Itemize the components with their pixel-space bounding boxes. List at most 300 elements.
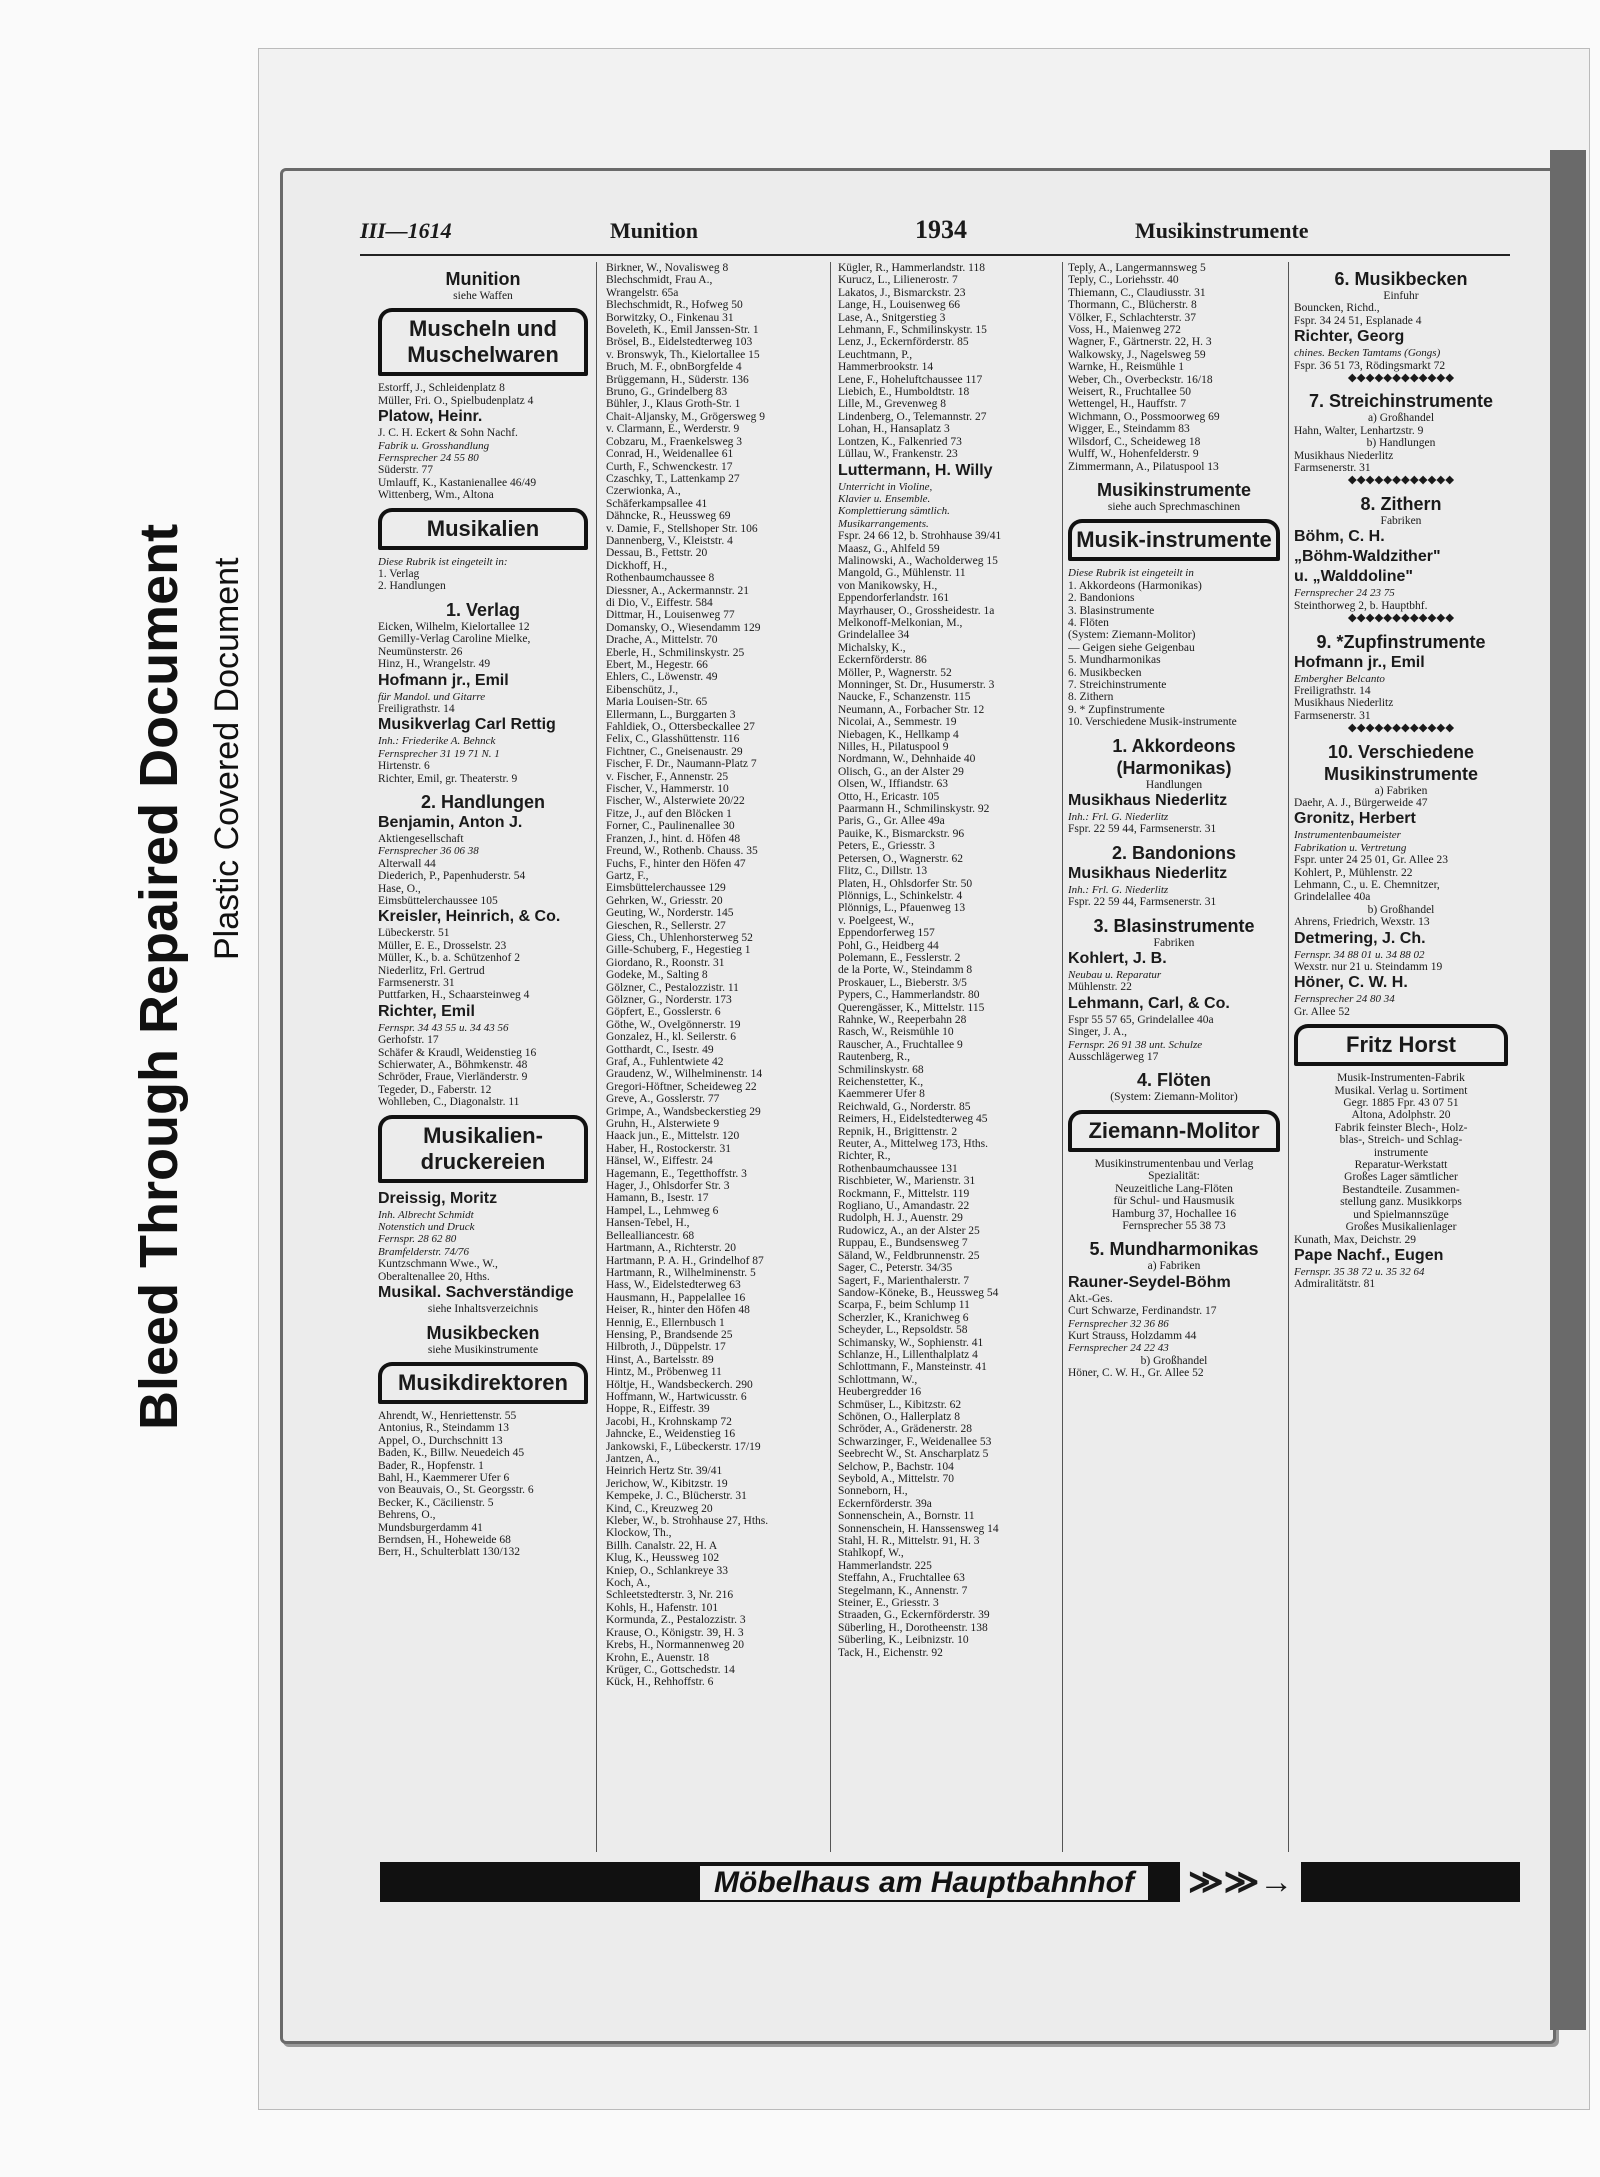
directory-entry: Pypers, C., Hammerlandstr. 80: [838, 989, 980, 1002]
directory-entry: Lehmann, F., Schmilinskystr. 15: [838, 324, 987, 337]
directory-entry: Zimmermann, A., Pilatuspool 13: [1068, 460, 1219, 473]
directory-entry: Scarpa, F., beim Schlump 11: [838, 1299, 970, 1312]
directory-entry: Inh.: Friederike A. Behnck: [378, 735, 496, 748]
directory-entry: Diessner, A., Ackermannstr. 21: [606, 584, 749, 597]
directory-entry: Peters, E., Griesstr. 3: [838, 840, 935, 853]
directory-entry: Rudolph, H. J., Auenstr. 29: [838, 1212, 963, 1225]
directory-entry: Bahl, H., Kaemmerer Ufer 6: [378, 1471, 510, 1484]
directory-entry: Stegelmann, K., Annenstr. 7: [838, 1584, 968, 1597]
bleed-edge: [1550, 150, 1586, 2030]
directory-entry: 2. Handlungen: [378, 580, 446, 593]
directory-entry: Felix, C., Glasshüttenstr. 116: [606, 733, 740, 746]
directory-entry: Kleber, W., b. Strohhause 27, Hths.: [606, 1515, 769, 1528]
directory-entry: Instrumentenbaumeister: [1294, 829, 1401, 842]
directory-entry: Fabrikation u. Vertretung: [1294, 841, 1407, 854]
directory-entry: Hansen-Tebel, H.,: [606, 1217, 690, 1230]
directory-entry: Scherzler, K., Kranichweg 6: [838, 1311, 969, 1324]
directory-entry: Forner, C., Paulinenallee 30: [606, 820, 735, 833]
directory-entry: Inh.: Frl. G. Niederlitz: [1068, 811, 1169, 823]
section-heading: 7. Streichinstrumente: [1308, 391, 1494, 412]
directory-entry: Süberling, K., Leibnizstr. 10: [838, 1634, 969, 1647]
directory-entry: Süderstr. 77: [378, 464, 433, 477]
directory-entry: und Spielmannszüge: [1353, 1208, 1449, 1221]
directory-entry: Bruch, M. F., obnBorgfelde 4: [606, 361, 742, 374]
directory-entry: Gartz, F.,: [606, 869, 649, 882]
directory-entry: Schlottmann, W.,: [838, 1373, 918, 1386]
directory-entry: Fichtner, C., Gneisenaustr. 29: [606, 745, 743, 758]
directory-entry: Curth, F., Schwenckestr. 17: [606, 460, 733, 473]
directory-entry: Gegr. 1885 Fpr. 43 07 51: [1343, 1097, 1459, 1110]
column-1: [378, 262, 588, 1852]
section-heading: 8. Zithern: [1360, 493, 1442, 514]
directory-entry: Conrad, H., Weidenallee 61: [606, 448, 734, 461]
directory-entry: Seebrecht W., St. Anscharplatz 5: [838, 1448, 989, 1461]
directory-entry: Gronitz, Herbert: [1294, 810, 1416, 828]
directory-entry: Malinowski, A., Wacholderweg 15: [838, 554, 998, 567]
directory-entry: Wagner, F., Gärtnerstr. 22, H. 3: [1068, 336, 1212, 349]
directory-entry: Hennig, E., Ellernbusch 1: [606, 1316, 725, 1329]
directory-entry: Schimansky, W., Sophienstr. 41: [838, 1336, 984, 1349]
directory-entry: 6. Musikbecken: [1068, 666, 1142, 679]
directory-entry: Fernsprecher 32 36 86: [1068, 1317, 1169, 1330]
directory-entry: Oberaltenallee 20, Hths.: [378, 1270, 490, 1283]
directory-entry: Rudowicz, A., an der Alster 25: [838, 1224, 980, 1237]
column-3: [838, 262, 1056, 1852]
directory-entry: Säland, W., Feldbrunnenstr. 25: [838, 1249, 980, 1262]
directory-entry: Ahrens, Friedrich, Wexstr. 13: [1294, 916, 1430, 929]
directory-entry: „Böhm-Waldzither": [1294, 548, 1441, 566]
directory-entry: Drache, A., Mittelstr. 70: [606, 634, 718, 647]
directory-entry: 7. Streichinstrumente: [1068, 678, 1167, 691]
directory-entry: Giess, Ch., Uhlenhorsterweg 52: [606, 931, 753, 944]
directory-entry: Czaschky, T., Lattenkamp 27: [606, 472, 740, 485]
directory-entry: Voss, H., Maienweg 272: [1068, 324, 1181, 337]
directory-entry: J. C. H. Eckert & Sohn Nachf.: [378, 427, 518, 440]
directory-entry: Dannenberg, V., Kleiststr. 4: [606, 534, 733, 547]
directory-entry: Musikverlag Carl Rettig: [378, 716, 556, 734]
directory-entry: Heinrich Hertz Str. 39/41: [606, 1465, 723, 1478]
directory-entry: Hartmann, P. A. H., Grindelhof 87: [606, 1254, 764, 1267]
directory-entry: Sonnenschein, H. Hanssensweg 14: [838, 1522, 999, 1535]
directory-entry: Gölzner, G., Norderstr. 173: [606, 993, 732, 1006]
section-box-heading: Muscheln und Muschelwaren: [378, 308, 588, 376]
directory-entry: Hinst, A., Bartelsstr. 89: [606, 1353, 714, 1366]
directory-entry: Fischer, V., Hammerstr. 10: [606, 783, 729, 796]
directory-entry: Borwitzky, O., Finkenau 31: [606, 311, 734, 324]
directory-entry: Hirtenstr. 6: [378, 760, 430, 773]
directory-entry: Wichmann, O., Possmoorweg 69: [1068, 410, 1220, 423]
directory-entry: Fernspr. 34 43 55 u. 34 43 56: [378, 1021, 509, 1034]
directory-entry: Kunath, Max, Deichstr. 29: [1294, 1233, 1417, 1246]
directory-entry: Hausmann, H., Pappelallee 16: [606, 1291, 746, 1304]
directory-entry: Schierwater, A., Böhmkenstr. 48: [378, 1059, 528, 1072]
directory-entry: Pohl, G., Heidberg 44: [838, 939, 939, 952]
directory-entry: Völker, F., Schlachterstr. 37: [1068, 311, 1196, 324]
directory-entry: Hilbroth, J., Düppelstr. 17: [606, 1341, 726, 1354]
directory-entry: Hass, W., Eidelstedterweg 63: [606, 1279, 741, 1292]
directory-entry: Fernsprecher 55 38 73: [1122, 1219, 1226, 1232]
directory-entry: Möller, P., Wagnerstr. 52: [838, 666, 952, 679]
directory-entry: Reichenstetter, K.,: [838, 1076, 924, 1088]
directory-entry: Musikarrangements.: [838, 517, 929, 530]
directory-entry: 4. Flöten: [1068, 616, 1109, 629]
directory-entry: Wexstr. nur 21 u. Steindamm 19: [1294, 961, 1443, 973]
directory-entry: Neuzeitliche Lang-Flöten: [1115, 1182, 1233, 1195]
directory-entry: Reimers, H., Eidelstedterweg 45: [838, 1113, 988, 1126]
directory-entry: Repnik, H., Brigittenstr. 2: [838, 1125, 958, 1138]
directory-entry: Domansky, O., Wiesendamm 129: [606, 621, 761, 634]
directory-entry: Lenz, J., Eckernförderstr. 85: [838, 336, 969, 349]
directory-entry: Pape Nachf., Eugen: [1294, 1246, 1444, 1264]
directory-entry: siehe Waffen: [453, 290, 513, 302]
directory-entry: Klavier u. Ensemble.: [838, 492, 931, 505]
directory-entry: Baden, K., Billw. Neuedeich 45: [378, 1447, 525, 1460]
directory-entry: Nicolai, A., Semmestr. 19: [838, 716, 957, 729]
directory-entry: Wilsdorf, C., Scheideweg 18: [1068, 435, 1201, 448]
directory-entry: Sandow-Köneke, B., Heussweg 54: [838, 1286, 999, 1299]
section-box-heading: Musikdirektoren: [378, 1362, 588, 1404]
directory-entry: Becker, K., Cäcilienstr. 5: [378, 1496, 494, 1509]
directory-entry: Musikinstrumentenbau und Verlag: [1094, 1157, 1254, 1170]
directory-entry: siehe Musikinstrumente: [427, 1343, 539, 1356]
header-year: 1934: [915, 215, 967, 244]
directory-entry: Rischbieter, W., Marienstr. 31: [838, 1175, 976, 1188]
directory-entry: Fernspr. 35 38 72 u. 35 32 64: [1294, 1265, 1425, 1278]
directory-entry: Querengässer, K., Mittelstr. 115: [838, 1001, 985, 1014]
directory-entry: Heubergredder 16: [838, 1386, 922, 1399]
directory-entry: (System: Ziemann-Molitor): [1110, 1091, 1238, 1104]
directory-entry: Eppendorferlandstr. 161: [838, 592, 950, 605]
column-4: [1068, 262, 1280, 1852]
directory-entry: Kaemmerer Ufer 8: [838, 1088, 925, 1101]
directory-entry: v. Damie, F., Stellshoper Str. 106: [606, 522, 758, 535]
directory-entry: Fabrik u. Grosshandlung: [378, 439, 490, 452]
directory-entry: Jahncke, E., Weidenstieg 16: [606, 1428, 736, 1441]
directory-entry: Großes Lager sämtlicher: [1344, 1171, 1458, 1184]
section-heading: 2. Handlungen: [420, 791, 545, 812]
directory-entry: 3. Blasinstrumente: [1068, 604, 1155, 617]
directory-entry: Dreissig, Moritz: [378, 1189, 498, 1207]
directory-entry: Rockmann, F., Mittelstr. 119: [838, 1187, 970, 1200]
directory-entry: Mühlenstr. 22: [1068, 981, 1132, 994]
directory-entry: Rothenbaumchaussee 131: [838, 1162, 958, 1175]
directory-entry: blas-, Streich- und Schlag-: [1339, 1134, 1463, 1147]
directory-entry: 10. Verschiedene Musik-instrumente: [1068, 716, 1237, 729]
directory-entry: Proskauer, L., Bieberstr. 3/5: [838, 976, 967, 989]
directory-entry: ◆◆◆◆◆◆◆◆◆◆◆◆: [1347, 372, 1455, 385]
directory-entry: Hammerlandstr. 225: [838, 1559, 932, 1572]
directory-entry: Rauner-Seydel-Böhm: [1068, 1273, 1231, 1291]
directory-entry: Farmsenerstr. 31: [1294, 462, 1371, 475]
directory-entry: Seybold, A., Mittelstr. 70: [838, 1473, 954, 1485]
directory-entry: Umlauff, K., Kastanienallee 46/49: [378, 476, 537, 489]
directory-entry: Fernsprecher 31 19 71 N. 1: [378, 747, 500, 760]
directory-entry: Hinz, H., Wrangelstr. 49: [378, 658, 491, 671]
directory-entry: Reichwald, G., Norderstr. 85: [838, 1100, 971, 1113]
directory-entry: Polemann, E., Fesslerstr. 2: [838, 951, 961, 964]
directory-entry: Dittmar, H., Louisenweg 77: [606, 609, 735, 622]
directory-entry: Grindelallee 40a: [1294, 891, 1371, 904]
directory-entry: Ruppau, E., Bundsensweg 7: [838, 1237, 968, 1250]
directory-entry: Hintz, M., Pröbenweg 11: [606, 1366, 722, 1379]
section-heading: 2. Bandonions: [1111, 842, 1236, 863]
directory-entry: Mundsburgerdamm 41: [378, 1521, 483, 1534]
directory-entry: Niederlitz, Frl. Gertrud: [378, 964, 485, 977]
directory-entry: Müller, Fri. O., Spielbudenplatz 4: [378, 394, 534, 407]
directory-entry: Kormunda, Z., Pestalozzistr. 3: [606, 1614, 746, 1627]
directory-entry: Jantzen, A.,: [606, 1453, 660, 1465]
directory-entry: Rauscher, A., Fruchtallee 9: [838, 1038, 963, 1051]
directory-entry: ◆◆◆◆◆◆◆◆◆◆◆◆: [1347, 722, 1455, 735]
directory-entry: Schlanze, H., Lillenthalplatz 4: [838, 1348, 978, 1361]
directory-entry: Göthe, W., Ovelgönnerstr. 19: [606, 1018, 741, 1031]
directory-entry: Olisch, G., an der Alster 29: [838, 765, 964, 778]
directory-entry: Fernsprecher 24 55 80: [378, 452, 479, 465]
directory-entry: Höner, C. W. H.: [1294, 974, 1408, 992]
directory-entry: Fernsprecher 24 22 43: [1068, 1342, 1169, 1355]
column-2: [606, 262, 824, 1852]
directory-entry: Musikhaus Niederlitz: [1294, 697, 1394, 710]
directory-entry: instrumente: [1373, 1146, 1429, 1159]
directory-entry: Fabriken: [1380, 514, 1422, 527]
directory-entry: 8. Zithern: [1068, 691, 1114, 704]
directory-entry: u. „Walddoline": [1294, 568, 1413, 586]
directory-entry: Pauike, K., Bismarckstr. 96: [838, 827, 965, 840]
directory-entry: Lase, A., Snitgerstieg 3: [838, 311, 946, 324]
directory-entry: a) Großhandel: [1367, 412, 1435, 425]
directory-entry: Rahnke, W., Reeperbahn 28: [838, 1013, 967, 1026]
directory-entry: Hase, O.,: [378, 882, 421, 895]
header-right-title: Musikinstrumente: [1135, 218, 1309, 243]
column-5: [1294, 262, 1508, 1852]
directory-entry: Gonzalez, H., kl. Seilerstr. 6: [606, 1031, 736, 1044]
directory-entry: Krebs, H., Normannenweg 20: [606, 1639, 744, 1652]
directory-entry: Fischer, W., Alsterwiete 20/22: [606, 795, 745, 808]
page-header: [360, 215, 1320, 246]
directory-entry: Alterwall 44: [378, 857, 436, 870]
directory-entry: Paris, G., Gr. Allee 49a: [838, 815, 945, 828]
footer-arrow: ≫≫→: [1180, 1862, 1301, 1902]
directory-entry: Schröder, A., Grädenerstr. 28: [838, 1423, 972, 1436]
directory-entry: Heiser, R., hinter den Höfen 48: [606, 1304, 750, 1317]
directory-entry: Musik-Instrumenten-Fabrik: [1337, 1072, 1465, 1085]
directory-entry: b) Handlungen: [1366, 437, 1436, 450]
directory-entry: Altona, Adolphstr. 20: [1351, 1109, 1451, 1122]
directory-entry: Schwarzinger, F., Weidenallee 53: [838, 1435, 992, 1448]
directory-entry: Höner, C. W. H., Gr. Allee 52: [1068, 1367, 1204, 1380]
section-box-heading: Fritz Horst: [1294, 1024, 1508, 1066]
directory-entry: Sagert, F., Marienthalerstr. 7: [838, 1274, 969, 1287]
directory-entry: Lüllau, W., Frankenstr. 23: [838, 448, 958, 461]
directory-entry: Melkonoff-Melkonian, M.,: [838, 616, 963, 629]
directory-entry: Fspr. 36 51 73, Rödingsmarkt 72: [1294, 359, 1446, 372]
directory-entry: chines. Becken Tamtams (Gongs): [1294, 347, 1441, 360]
directory-entry: Neumann, A., Forbacher Str. 12: [838, 703, 985, 716]
directory-entry: ◆◆◆◆◆◆◆◆◆◆◆◆: [1347, 612, 1455, 625]
column-separator: [830, 262, 831, 1852]
directory-entry: Krüger, C., Gottschedstr. 14: [606, 1663, 735, 1676]
directory-entry: für Mandol. und Gitarre: [378, 690, 486, 703]
directory-entry: Freund, W., Rothenb. Chauss. 35: [606, 845, 758, 858]
directory-entry: Brüggemann, H., Süderstr. 136: [606, 373, 749, 386]
directory-entry: Eibenschütz, J.,: [606, 683, 679, 696]
directory-entry: di Dio, V., Eiffestr. 584: [606, 596, 713, 609]
section-heading: 9. *Zupfinstrumente: [1316, 631, 1486, 652]
directory-entry: Fernsprecher 24 80 34: [1294, 993, 1395, 1006]
directory-entry: Fischer, F. Dr., Naumann-Platz 7: [606, 758, 757, 771]
section-heading: 5. Mundharmonikas: [1089, 1239, 1259, 1260]
directory-entry: Kuntzschmann Wwe., W.,: [378, 1258, 498, 1271]
directory-entry: Bouncken, Richd.,: [1294, 302, 1380, 315]
directory-entry: Höltje, H., Wandsbeckerch. 290: [606, 1378, 753, 1391]
directory-entry: Haack jun., E., Mittelstr. 120: [606, 1130, 740, 1143]
section-heading: 6. Musikbecken: [1334, 269, 1468, 289]
directory-entry: Komplettierung sämtlich.: [838, 505, 950, 518]
directory-entry: Fernspr. 28 62 80: [378, 1233, 457, 1246]
directory-entry: Gregori-Höftner, Scheideweg 22: [606, 1080, 757, 1093]
directory-entry: Großes Musikalienlager: [1345, 1221, 1457, 1234]
directory-entry: Wohlleben, C., Diagonalstr. 11: [378, 1096, 520, 1109]
directory-entry: Dähncke, R., Heussweg 69: [606, 510, 731, 523]
directory-entry: Richter, Emil: [378, 1002, 475, 1020]
directory-entry: Schäfer & Kraudl, Weidenstieg 16: [378, 1046, 537, 1059]
directory-entry: Estorff, J., Schleidenplatz 8: [378, 382, 505, 395]
directory-entry: Sager, C., Peterstr. 34/35: [838, 1262, 953, 1275]
directory-entry: Billh. Canalstr. 22, H. A: [606, 1539, 718, 1552]
directory-entry: Wulff, W., Hohenfelderstr. 9: [1068, 448, 1199, 461]
section-heading: Musikbecken: [426, 1322, 540, 1343]
directory-entry: Liebich, E., Humboldtstr. 18: [838, 386, 970, 399]
directory-entry: Fernsprecher 24 23 75: [1294, 587, 1395, 600]
directory-entry: Sonneborn, H.,: [838, 1485, 908, 1498]
directory-entry: Hammerbrookstr. 14: [838, 361, 934, 374]
directory-entry: Plönnigs, L., Pfauenweg 13: [838, 902, 966, 915]
directory-entry: Notenstich und Druck: [378, 1221, 475, 1234]
footer-banner: Möbelhaus am Hauptbahnhof: [700, 1866, 1148, 1900]
directory-entry: Fspr. 24 66 12, b. Strohhause 39/41: [838, 530, 1002, 543]
header-left-title: Munition: [610, 218, 699, 243]
directory-entry: b) Großhandel: [1367, 903, 1435, 916]
directory-entry: Platow, Heinr.: [378, 408, 483, 426]
directory-entry: Freiligrathstr. 14: [378, 702, 455, 715]
directory-entry: Ehlers, C., Löwenstr. 49: [606, 671, 718, 684]
section-heading: 4. Flöten: [1136, 1070, 1211, 1091]
directory-entry: Eimsbüttelerchaussee 105: [378, 894, 498, 907]
directory-entry: Gemilly-Verlag Caroline Mielke,: [378, 633, 531, 646]
directory-entry: Richter, Emil, gr. Theaterstr. 9: [378, 772, 518, 785]
directory-entry: von Beauvais, O., St. Georgsstr. 6: [378, 1484, 534, 1497]
directory-entry: (System: Ziemann-Molitor): [1068, 629, 1196, 642]
directory-entry: Bader, R., Hopfenstr. 1: [378, 1459, 484, 1472]
directory-entry: Kurucz, L., Lilienerostr. 7: [838, 274, 958, 287]
directory-entry: Luttermann, H. Willy: [838, 461, 993, 479]
directory-entry: Gieschen, R., Sellerstr. 27: [606, 919, 726, 932]
directory-entry: Spezialität:: [1148, 1170, 1200, 1183]
directory-entry: Paarmann H., Schmilinskystr. 92: [838, 803, 990, 816]
directory-entry: Mangold, G., Mühlenstr. 11: [838, 567, 966, 580]
directory-entry: Detmering, J. Ch.: [1294, 929, 1426, 947]
directory-entry: Musikhaus Niederlitz: [1294, 449, 1394, 462]
directory-entry: Musikhaus Niederlitz: [1068, 792, 1228, 809]
directory-entry: Nordmann, W., Dehnhaide 40: [838, 753, 976, 766]
directory-entry: Olsen, W., Iffiandstr. 63: [838, 778, 948, 791]
section-box-heading: Musik-instrumente: [1068, 519, 1280, 561]
directory-entry: Lille, M., Grevenweg 8: [838, 398, 946, 411]
directory-entry: Plönnigs, L., Schinkelstr. 4: [838, 889, 963, 902]
directory-entry: Lontzen, K., Falkenried 73: [838, 435, 962, 448]
directory-entry: Farmsenerstr. 31: [378, 977, 455, 989]
directory-entry: Fitze, J., auf den Blöcken 1: [606, 807, 732, 820]
directory-entry: Czerwionka, A.,: [606, 485, 681, 498]
directory-entry: Inh.: Frl. G. Niederlitz: [1068, 883, 1169, 896]
directory-entry: b) Großhandel: [1140, 1354, 1208, 1367]
directory-entry: Mayrhauser, O., Grossheidestr. 1a: [838, 604, 995, 617]
directory-entry: Fabriken: [1153, 936, 1195, 949]
directory-entry: Gölzner, C., Pestalozzistr. 11: [606, 981, 739, 994]
directory-entry: Hagemann, E., Tegetthoffstr. 3: [606, 1167, 747, 1180]
directory-entry: Singer, J. A.,: [1068, 1026, 1127, 1039]
directory-entry: Teply, C., Loriehsstr. 40: [1068, 274, 1179, 287]
directory-entry: Blechschmidt, R., Hofweg 50: [606, 299, 743, 312]
directory-entry: Gr. Allee 52: [1294, 1005, 1350, 1018]
directory-entry: Blechschmidt, Frau A.,: [606, 274, 713, 287]
directory-entry: Daehr, A. J., Bürgerweide 47: [1294, 796, 1428, 809]
directory-entry: Bestandteile. Zusammen-: [1342, 1183, 1460, 1196]
directory-entry: Hoffmann, W., Hartwicusstr. 6: [606, 1390, 747, 1403]
directory-entry: Leuchtmann, P.,: [838, 348, 913, 361]
directory-entry: Einfuhr: [1383, 290, 1419, 302]
directory-entry: Farmsenerstr. 31: [1294, 709, 1371, 722]
directory-entry: Weisert, R., Fruchtallee 50: [1068, 386, 1191, 399]
directory-entry: Wettengel, H., Hauffstr. 7: [1068, 398, 1186, 411]
directory-entry: Krause, O., Königstr. 39, H. 3: [606, 1626, 744, 1639]
directory-entry: Schröder, Fraue, Vierländerstr. 9: [378, 1071, 528, 1084]
directory-entry: Müller, K., b. a. Schützenhof 2: [378, 952, 520, 965]
directory-entry: Geuting, W., Norderstr. 145: [606, 907, 734, 920]
column-separator: [1288, 262, 1289, 1852]
directory-entry: Wittenberg, Wm., Altona: [378, 489, 494, 502]
directory-entry: Koch, A.,: [606, 1577, 651, 1590]
directory-entry: Schäferkampsallee 41: [606, 497, 708, 510]
section-heading: 3. Blasinstrumente: [1093, 915, 1255, 936]
directory-entry: de la Porte, W., Steindamm 8: [838, 964, 973, 977]
directory-entry: Walkowsky, J., Nagelsweg 59: [1068, 348, 1206, 361]
directory-entry: Jacobi, H., Krohnskamp 72: [606, 1415, 732, 1428]
directory-entry: Fspr. 34 24 51, Esplanade 4: [1294, 314, 1422, 327]
directory-entry: Reuter, A., Mittelweg 173, Hths.: [838, 1138, 988, 1151]
directory-entry: Appel, O., Durchschnitt 13: [378, 1434, 503, 1447]
directory-entry: — Geigen siehe Geigenbau: [1068, 641, 1195, 654]
directory-entry: Akt.-Ges.: [1068, 1292, 1113, 1305]
directory-entry: Hahn, Walter, Lenhartzstr. 9: [1294, 424, 1424, 437]
directory-entry: Diederich, P., Papenhuderstr. 54: [378, 870, 526, 883]
directory-entry: Hoppe, R., Eiffestr. 39: [606, 1403, 710, 1416]
directory-entry: Fspr. 22 59 44, Farmsenerstr. 31: [1068, 823, 1217, 836]
directory-entry: Monninger, St. Dr., Husumerstr. 3: [838, 679, 995, 691]
directory-entry: Böhm, C. H.: [1294, 528, 1385, 546]
directory-entry: Musikhaus Niederlitz: [1068, 864, 1228, 882]
directory-entry: Maasz, G., Ahlfeld 59: [838, 542, 940, 555]
directory-entry: Wrangelstr. 65a: [606, 286, 679, 299]
directory-entry: Süberling, H., Dorotheenstr. 138: [838, 1621, 988, 1634]
directory-entry: Antonius, R., Steindamm 13: [378, 1422, 509, 1435]
directory-entry: Hofmann jr., Emil: [1294, 653, 1425, 671]
margin-labels: [0, 0, 270, 2177]
directory-entry: Eimsbüttelerchaussee 129: [606, 882, 726, 895]
directory-entry: Eckernförderstr. 86: [838, 654, 927, 667]
directory-entry: Warnke, H., Reismühle 1: [1068, 361, 1184, 374]
directory-entry: 9. * Zupfinstrumente: [1068, 703, 1165, 716]
